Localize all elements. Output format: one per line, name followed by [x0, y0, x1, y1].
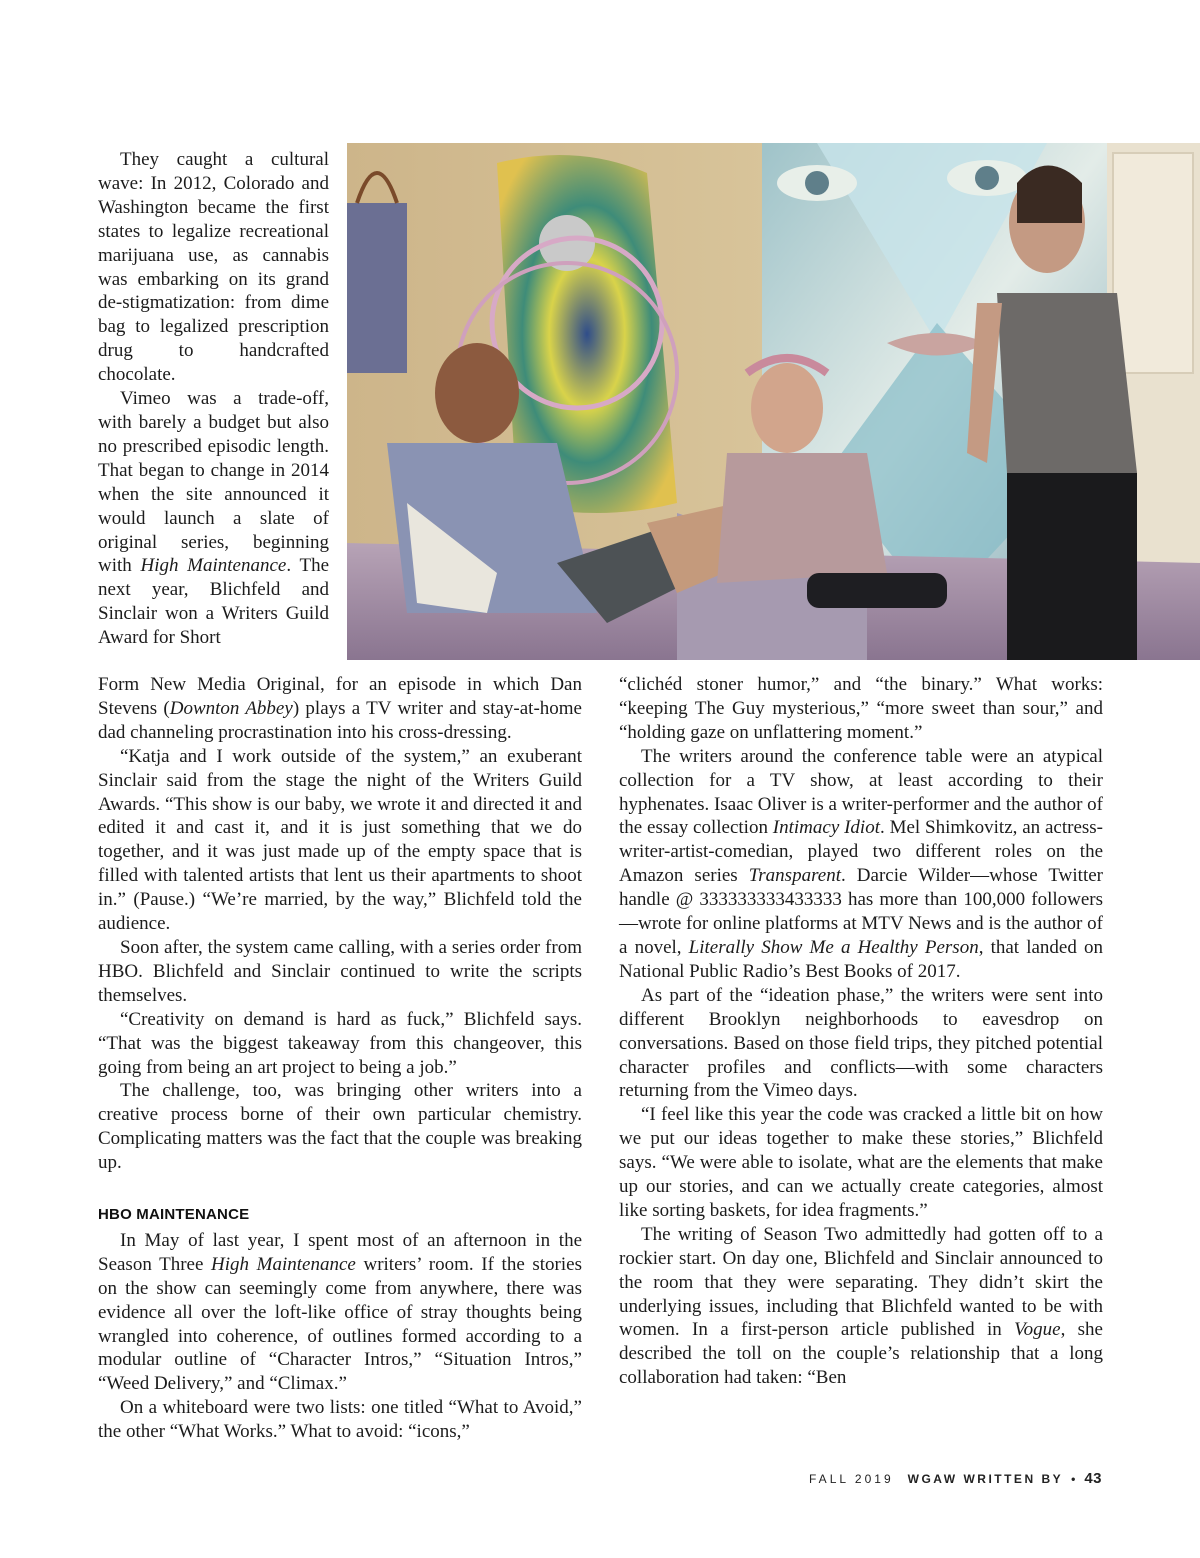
paragraph	[619, 745, 1103, 984]
show-title-italic: Transparent	[748, 865, 841, 887]
paragraph	[98, 673, 582, 745]
paragraph	[98, 1229, 582, 1396]
paragraph-text: writers’ room. If the stories on the show can seemingly come from anywhere, there was evidence all over the loft-like office of stray thoughts being wrangled into coherence, of outlines formed according to a modular outline of “Character Intros,” “Situation Intros,” “Weed Delivery,” and “Climax.”	[98, 1253, 582, 1395]
paragraph: “Katja and I work outside of the system,” an exuberant Sinclair said from the stage the night of the Writers Guild Awards. “This show is our baby, we wrote it and directed it and edited it and cast it, and it is just something that we do together, and it was just made up of the empty space that is filled with talented artists that lent us their apartments to shoot in.” (Pause.) “We’re married, by the way,” Blichfeld told the audience.	[98, 745, 582, 935]
paragraph-text: ) plays a TV writer and stay-at-home dad channeling procrastination into his cross-dressing.	[98, 697, 582, 743]
paragraph-text: , that landed on National Public Radio’s Best Books of 2017.	[619, 936, 1103, 982]
paragraph: “I feel like this year the code was cracked a little bit on how we put our ideas together to make these stories,” Blichfeld says. “We were able to isolate, what are the elements that make up our stories, and can we actually create categories, almost like sorting baskets, for idea fragments.”	[619, 1104, 1103, 1221]
paragraph-text: . Darcie Wilder—whose Twitter handle @ 333333333433333 has more than 100,000 followers—wrote for online platforms at MTV News and is the author of a novel,	[619, 865, 1103, 958]
paragraph	[619, 1223, 1103, 1390]
paragraph: The challenge, too, was bringing other writers into a creative process borne of their own particular chemistry. Complicating matters was the fact that the couple was breaking up.	[98, 1080, 582, 1174]
paragraph: “clichéd stoner humor,” and “the binary.” What works: “keeping The Guy mysterious,” “more sweet than sour,” and “holding gaze on unflattering moment.”	[619, 674, 1103, 743]
bedroom-scene-image	[347, 143, 1200, 660]
book-title-italic: Literally Show Me a Healthy Person	[688, 936, 979, 958]
section-subhead: HBO MAINTENANCE	[98, 1206, 250, 1224]
show-title-italic: High Maintenance	[140, 555, 287, 577]
page-folio	[809, 1470, 1102, 1487]
folio-bullet: •	[1071, 1472, 1079, 1486]
paragraph: Soon after, the system came calling, with a series order from HBO. Blichfeld and Sinclair continued to write the scripts themselves.	[98, 936, 582, 1006]
paragraph-text: In May of last year, I spent most of an afternoon in the Season Three	[98, 1229, 582, 1275]
paragraph-text: They caught a cultural wave: In 2012, Colorado and Washington became the first states to legalize recreational marijuana use, as cannabis was embarking on its grand de-stigmatization: from dime bag to legalized prescription drug to handcrafted chocolate.	[98, 149, 329, 386]
paragraph-text: . The next year, Blichfeld and Sinclair won a Writers Guild Award for Short	[98, 555, 330, 649]
show-title-italic: High Maintenance	[211, 1253, 356, 1275]
paragraph: As part of the “ideation phase,” the writers were sent into different Brooklyn neighborhoods to eavesdrop on conversations. Based on those field trips, they pitched potential character profiles and conflicts—with some characters returning from the Vimeo days.	[619, 984, 1103, 1102]
paragraph-text: Form New Media Original, for an episode in which Dan Stevens (	[98, 674, 582, 719]
magazine-name: WGAW WRITTEN BY	[907, 1472, 1064, 1486]
paragraph-text: , she described the toll on the couple’s relationship that a long collaboration had taken: “Ben	[619, 1319, 1103, 1389]
paragraph: On a whiteboard were two lists: one titled “What to Avoid,” the other “What Works.” What to avoid: “icons,”	[98, 1397, 582, 1443]
show-title-italic: Downton Abbey	[169, 697, 293, 719]
left-column	[98, 673, 582, 1444]
paragraph	[98, 148, 329, 387]
paragraph: “Creativity on demand is hard as fuck,” Blichfeld says. “That was the biggest takeaway from this changeover, this going from being an art project to being a job.”	[98, 1008, 582, 1078]
article-photo	[347, 143, 1200, 660]
paragraph-text: . Mel Shimkovitz, an actress-writer-artist-comedian, played two different roles on the Amazon series	[619, 817, 1104, 887]
page-number: 43	[1084, 1470, 1102, 1487]
right-column	[619, 673, 1103, 1390]
issue-season: FALL 2019	[809, 1472, 894, 1486]
paragraph-text: The writers around the conference table were an atypical collection for a TV show, at least according to their hyphenates. Isaac Oliver is a writer-performer and the author of the essay collection	[619, 745, 1103, 839]
magazine-title-italic: Vogue	[1014, 1319, 1061, 1341]
book-title-italic: Intimacy Idiot	[772, 817, 880, 839]
paragraph-text: Vimeo was a trade-off, with barely a budget but also no prescribed episodic length. That began to change in 2014 when the site announced it would launch a slate of original series, beginning with	[98, 388, 329, 577]
paragraph	[98, 387, 329, 650]
left-column-top	[98, 148, 329, 650]
paragraph-text: The writing of Season Two admittedly had gotten off to a rockier start. On day one, Blichfeld and Sinclair announced to the room that they were separating. They didn’t skirt the underlying issues, including that Blichfeld wanted to be with women. In a first-person article published in	[619, 1223, 1103, 1341]
